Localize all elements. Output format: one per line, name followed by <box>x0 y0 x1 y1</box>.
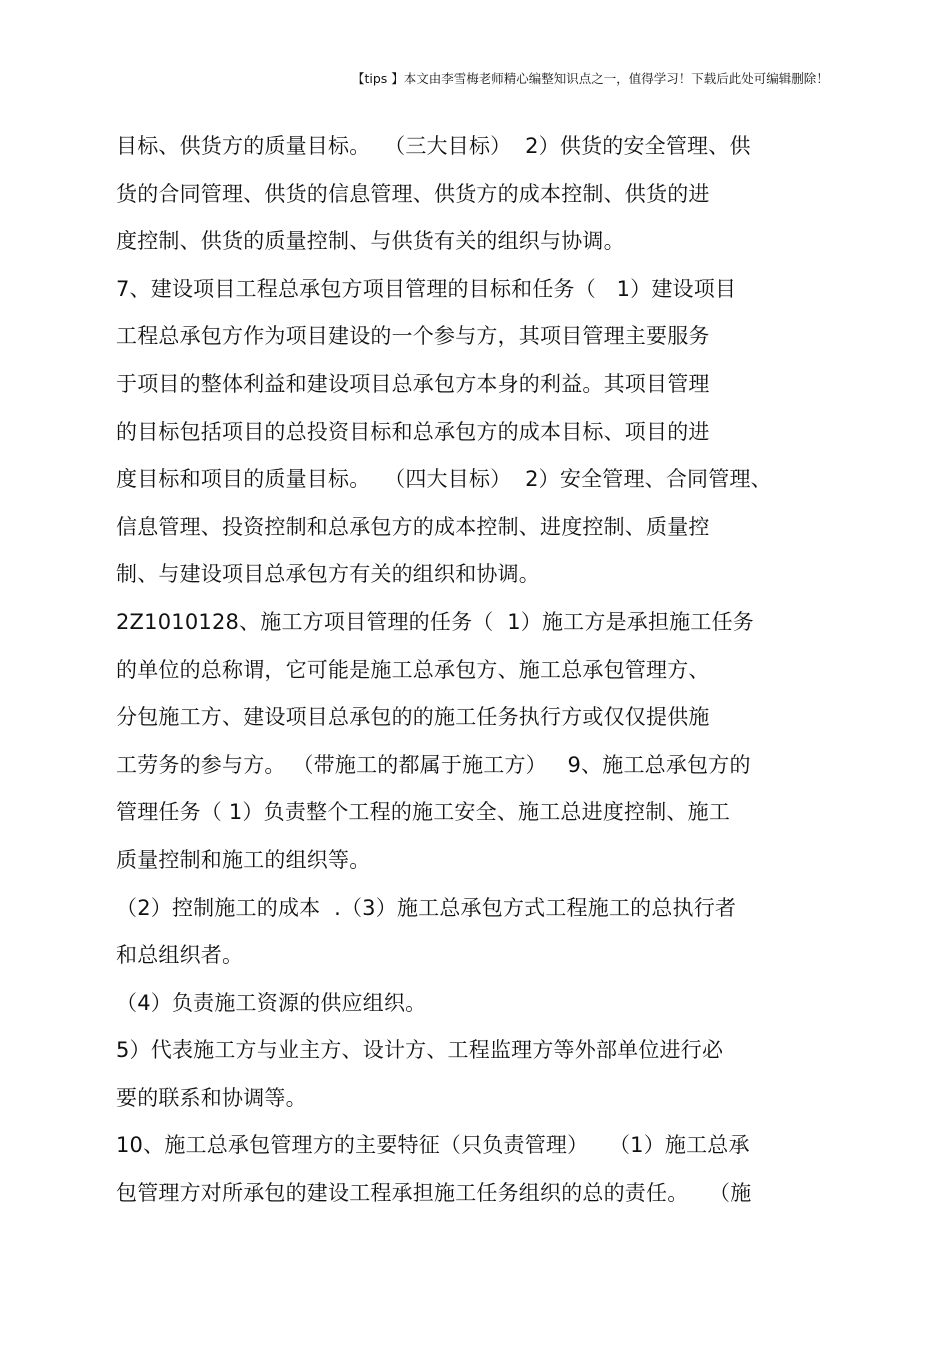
text-line: 制、与建设项目总承包方有关的组织和协调。 <box>116 562 540 587</box>
text-line: 工程总承包方作为项目建设的一个参与方，其项目管理主要服务 <box>116 324 710 349</box>
text-line: 工劳务的参与方。 （带施工的都属于施工方） 9、施工总承包方的 <box>116 752 751 777</box>
text-line: 分包施工方、建设项目总承包的的施工任务执行方或仅仅提供施 <box>116 705 710 730</box>
text-line: 10、施工总承包管理方的主要特征（只负责管理） （1）施工总承 <box>116 1133 750 1158</box>
text-line: 5）代表施工方与业主方、设计方、工程监理方等外部单位进行必 <box>116 1038 724 1063</box>
text-line: 于项目的整体利益和建设项目总承包方本身的利益。其项目管理 <box>116 371 710 396</box>
text-line: 目标、供货方的质量目标。 （三大目标） 2）供货的安全管理、供 <box>116 134 751 158</box>
text-line: 2Z1010128、施工方项目管理的任务（ 1）施工方是承担施工任务 <box>116 609 754 634</box>
text-line: 包管理方对所承包的建设工程承担施工任务组织的总的责任。 （施 <box>116 1181 752 1206</box>
text-line: 的单位的总称谓，它可能是施工总承包方、施工总承包管理方、 <box>116 657 710 682</box>
text-line: 度目标和项目的质量目标。 （四大目标） 2）安全管理、合同管理、 <box>116 467 772 492</box>
text-line: 的目标包括项目的总投资目标和总承包方的成本目标、项目的进 <box>116 419 710 444</box>
text-line: 7、建设项目工程总承包方项目管理的目标和任务（ 1）建设项目 <box>116 276 737 301</box>
text-line: 货的合同管理、供货的信息管理、供货方的成本控制、供货的进 <box>116 181 710 206</box>
text-line: 要的联系和协调等。 <box>116 1085 307 1110</box>
text-line: （2）控制施工的成本 .（3）施工总承包方式工程施工的总执行者 <box>116 895 737 920</box>
text-line: （4）负责施工资源的供应组织。 <box>116 990 427 1015</box>
text-line: 信息管理、投资控制和总承包方的成本控制、进度控制、质量控 <box>116 514 710 539</box>
text-line: 度控制、供货的质量控制、与供货有关的组织与协调。 <box>116 229 625 254</box>
header-tip: 【tips 】本文由李雪梅老师精心编整知识点之一，值得学习！下载后此处可编辑删除！ <box>352 71 829 86</box>
document-body <box>116 123 846 1218</box>
text-line: 质量控制和施工的组织等。 <box>116 847 371 872</box>
text-line: 管理任务（ 1）负责整个工程的施工安全、施工总进度控制、施工 <box>116 800 731 825</box>
text-line: 和总组织者。 <box>116 943 244 968</box>
